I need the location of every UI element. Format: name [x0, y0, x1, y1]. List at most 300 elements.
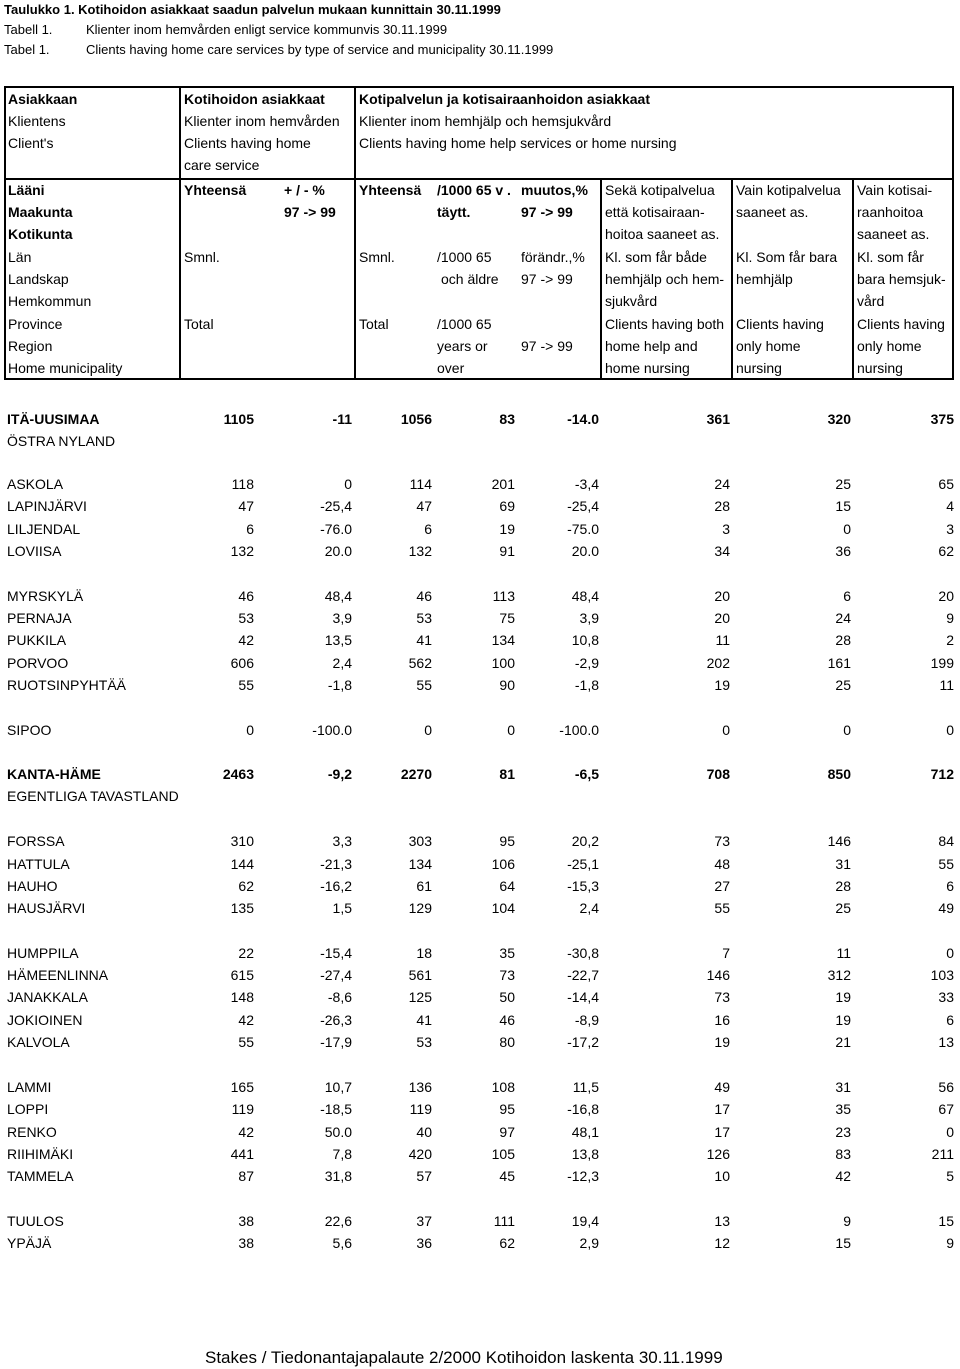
table-cell: 53: [416, 1034, 432, 1050]
col-per1000-1: täytt.: [437, 204, 471, 220]
table-cell: 134: [408, 856, 432, 872]
table-cell: 48,4: [324, 588, 352, 604]
table-cell: 6: [424, 521, 432, 537]
table-cell: 91: [499, 543, 515, 559]
col-vainkoti-1: saaneet as.: [736, 204, 809, 220]
table-cell: 20: [714, 610, 730, 626]
table-cell: 55: [238, 677, 254, 693]
col-per1000-4: och äldre: [441, 271, 499, 287]
table-cell: 6: [946, 878, 954, 894]
municipality-name: RUOTSINPYHTÄÄ: [7, 677, 127, 693]
table-cell: -75.0: [567, 521, 599, 537]
header-frame: [4, 86, 954, 380]
municipality-name: PORVOO: [7, 655, 69, 671]
table-cell: 48,4: [571, 588, 599, 604]
table-cell: 104: [491, 900, 515, 916]
table-row: [0, 1167, 960, 1185]
col-per1000-6: /1000 65: [437, 316, 492, 332]
table-cell: -76.0: [320, 521, 352, 537]
table-cell: 144: [230, 856, 254, 872]
table-cell: 47: [416, 498, 432, 514]
table-cell: 0: [424, 722, 432, 738]
table-cell: 34: [714, 543, 730, 559]
table-cell: 20,2: [571, 833, 599, 849]
table-cell: 0: [246, 722, 254, 738]
table-cell: 113: [492, 588, 515, 604]
table-cell: 125: [408, 989, 432, 1005]
table-cell: 11: [939, 677, 954, 693]
municipality-name: HÄMEENLINNA: [7, 967, 109, 983]
table-cell: -25,1: [567, 856, 599, 872]
table-cell: -8,6: [327, 989, 352, 1005]
municipality-name: KALVOLA: [7, 1034, 70, 1050]
table-cell: 0: [946, 1124, 954, 1140]
table-cell: -3,4: [574, 476, 599, 492]
table-cell: 0: [843, 722, 851, 738]
table-cell: 2270: [400, 766, 432, 782]
table-cell: 148: [230, 989, 254, 1005]
table-cell: 46: [238, 588, 254, 604]
table-cell: 6: [946, 1012, 954, 1028]
table-cell: -30,8: [567, 945, 599, 961]
table-cell: -1,8: [574, 677, 599, 693]
table-row: [0, 944, 960, 962]
col-seka-5: sjukvård: [605, 293, 658, 309]
header-klienter-hem: Klienter inom hemvården: [184, 113, 340, 129]
table-cell: -6,5: [574, 766, 599, 782]
table-cell: 199: [930, 655, 954, 671]
table-cell: 11: [715, 632, 730, 648]
col-vainkoti-6: Clients having: [736, 316, 824, 332]
table-cell: 606: [230, 655, 254, 671]
col-yhteensa-2: Yhteensä: [359, 182, 422, 198]
table-cell: 73: [499, 967, 515, 983]
table-cell: 25: [835, 677, 851, 693]
table-cell: 31: [835, 1079, 851, 1095]
table-cell: 55: [938, 856, 954, 872]
table-cell: 126: [706, 1146, 730, 1162]
table-cell: 310: [230, 833, 254, 849]
table-cell: 84: [938, 833, 954, 849]
table-cell: 87: [238, 1168, 254, 1184]
col-vainsair-0: Vain kotisai-: [857, 182, 933, 198]
table-cell: 97: [499, 1124, 515, 1140]
table-cell: -100.0: [312, 722, 352, 738]
header-clients-having-home: Clients having home: [184, 135, 311, 151]
table-cell: 35: [835, 1101, 851, 1117]
table-cell: 27: [714, 878, 730, 894]
table-cell: 561: [408, 967, 432, 983]
region-subname: EGENTLIGA TAVASTLAND: [7, 788, 179, 804]
table-cell: 11,5: [572, 1079, 599, 1095]
table-cell: 16: [714, 1012, 730, 1028]
col-per1000-7: years or: [437, 338, 488, 354]
table-row: [0, 631, 960, 649]
table-cell: 83: [835, 1146, 851, 1162]
municipality-name: LAPINJÄRVI: [7, 498, 87, 514]
table-cell: -14,4: [567, 989, 599, 1005]
table-cell: 135: [230, 900, 254, 916]
col-muutos-3: förändr.,%: [521, 249, 585, 265]
table-cell: 562: [408, 655, 432, 671]
title-en-text: Clients having home care services by type of service and municipality 30.11.1999: [86, 42, 554, 57]
col-vainkoti-3: Kl. Som får bara: [736, 249, 838, 265]
col1-landskap: Landskap: [8, 271, 69, 287]
table-cell: 10: [714, 1168, 730, 1184]
title-en-label: Tabel 1.: [4, 42, 50, 57]
table-cell: 10,7: [324, 1079, 352, 1095]
title-sv-text: Klienter inom hemvården enligt service kommunvis 30.11.1999: [86, 22, 448, 37]
col-seka-3: Kl. som får både: [605, 249, 707, 265]
table-cell: 1105: [223, 411, 254, 427]
title-sv-label: Tabell 1.: [4, 22, 53, 37]
header-klienter-hemhjalp: Klienter inom hemhjälp och hemsjukvård: [359, 113, 612, 129]
col-seka-4: hemhjälp och hem-: [605, 271, 725, 287]
col1-kotikunta: Kotikunta: [8, 226, 73, 242]
table-cell: 55: [416, 677, 432, 693]
table-row: [0, 721, 960, 739]
municipality-name: YPÄJÄ: [7, 1235, 52, 1251]
table-cell: 161: [827, 655, 851, 671]
table-cell: 312: [827, 967, 851, 983]
table-cell: 165: [230, 1079, 254, 1095]
table-cell: 28: [835, 878, 851, 894]
table-cell: -8,9: [574, 1012, 599, 1028]
table-cell: 20.0: [571, 543, 599, 559]
col-seka-6: Clients having both: [605, 316, 725, 332]
table-cell: 2,4: [579, 900, 599, 916]
table-row: [0, 1145, 960, 1163]
table-row: [0, 542, 960, 560]
table-cell: -15,4: [320, 945, 352, 961]
table-cell: -15,3: [567, 878, 599, 894]
col-muutos-1: 97 -> 99: [521, 204, 573, 220]
col-vainsair-6: Clients having: [857, 316, 945, 332]
col1-region: Region: [8, 338, 53, 354]
table-row: [0, 855, 960, 873]
table-cell: 35: [499, 945, 515, 961]
table-row: [0, 520, 960, 538]
col-per1000-0: /1000 65 v .: [437, 182, 511, 198]
table-cell: 62: [238, 878, 254, 894]
table-cell: 19: [835, 989, 851, 1005]
table-cell: 50.0: [324, 1124, 352, 1140]
table-cell: -9,2: [327, 766, 352, 782]
table-cell: 615: [230, 967, 254, 983]
table-cell: 2,4: [332, 655, 352, 671]
table-cell: 37: [416, 1213, 432, 1229]
table-cell: 134: [491, 632, 515, 648]
table-cell: 80: [499, 1034, 515, 1050]
table-cell: 47: [238, 498, 254, 514]
table-cell: 48,1: [571, 1124, 599, 1140]
table-cell: 13: [714, 1213, 730, 1229]
municipality-name: TAMMELA: [7, 1168, 74, 1184]
table-cell: 9: [843, 1213, 851, 1229]
region-subname: ÖSTRA NYLAND: [7, 433, 116, 449]
col-yhteensa-1: Yhteensä: [184, 182, 247, 198]
table-cell: -14.0: [567, 411, 599, 427]
header-clients: Client's: [8, 135, 54, 151]
table-cell: 420: [408, 1146, 432, 1162]
table-cell: -25,4: [320, 498, 352, 514]
col-vainkoti-0: Vain kotipalvelua: [736, 182, 841, 198]
table-cell: 42: [238, 1124, 254, 1140]
table-cell: 0: [344, 476, 352, 492]
municipality-name: LOPPI: [7, 1101, 49, 1117]
table-cell: 25: [835, 900, 851, 916]
table-row: [0, 1123, 960, 1141]
table-row: [0, 654, 960, 672]
table-cell: -2,9: [574, 655, 599, 671]
table-row: [0, 1011, 960, 1029]
table-cell: 38: [238, 1213, 254, 1229]
table-cell: 24: [714, 476, 730, 492]
table-cell: 19: [714, 677, 730, 693]
table-cell: 7: [722, 945, 730, 961]
header-clients-help: Clients having home help services or home nursing: [359, 135, 677, 151]
table-row: [0, 1033, 960, 1051]
table-row: [0, 676, 960, 694]
table-cell: 9: [946, 610, 954, 626]
table-row: [0, 475, 960, 493]
table-cell: 57: [416, 1168, 432, 1184]
table-cell: 6: [246, 521, 254, 537]
municipality-name: TUULOS: [7, 1213, 64, 1229]
col-muutos-7: 97 -> 99: [521, 338, 573, 354]
table-cell: 17: [714, 1101, 730, 1117]
table-cell: 375: [930, 411, 954, 427]
table-cell: 22,6: [324, 1213, 352, 1229]
table-cell: -17,9: [320, 1034, 352, 1050]
col-vainkoti-8: nursing: [736, 360, 782, 376]
table-cell: 0: [843, 521, 851, 537]
municipality-name: PERNAJA: [7, 610, 72, 626]
table-cell: -25,4: [567, 498, 599, 514]
table-cell: 136: [408, 1079, 432, 1095]
footer-text: Stakes / Tiedonantajapalaute 2/2000 Kotihoidon laskenta 30.11.1999: [205, 1348, 723, 1367]
table-cell: 3,9: [332, 610, 352, 626]
col-total-1: Total: [184, 316, 214, 332]
table-row: [0, 1078, 960, 1096]
col1-lan: Län: [8, 249, 32, 265]
header-klientens: Klientens: [8, 113, 66, 129]
col-per1000-3: /1000 65: [437, 249, 492, 265]
title-fi: Taulukko 1. Kotihoidon asiakkaat saadun palvelun mukaan kunnittain 30.11.1999: [4, 2, 501, 17]
table-cell: 20.0: [324, 543, 352, 559]
table-cell: 73: [714, 833, 730, 849]
municipality-name: JOKIOINEN: [7, 1012, 83, 1028]
table-cell: 132: [408, 543, 432, 559]
table-cell: -27,4: [320, 967, 352, 983]
table-cell: 708: [706, 766, 730, 782]
municipality-name: RIIHIMÄKI: [7, 1146, 74, 1162]
table-cell: 19: [835, 1012, 851, 1028]
table-cell: 6: [843, 588, 851, 604]
table-cell: 15: [835, 498, 851, 514]
col1-province: Province: [8, 316, 63, 332]
table-row: [0, 765, 960, 783]
municipality-name: ITÄ-UUSIMAA: [7, 411, 100, 427]
table-cell: 0: [722, 722, 730, 738]
col-divider-3: [600, 178, 602, 380]
table-cell: 3: [946, 521, 954, 537]
table-cell: 146: [706, 967, 730, 983]
title-sv: [4, 22, 447, 37]
col-divider-2: [354, 86, 356, 380]
table-cell: 95: [499, 833, 515, 849]
col-smnl-2: Smnl.: [359, 249, 395, 265]
table-cell: 17: [714, 1124, 730, 1140]
table-cell: 712: [930, 766, 954, 782]
table-cell: -16,8: [567, 1101, 599, 1117]
header-kotihoidon: Kotihoidon asiakkaat: [184, 91, 325, 107]
table-cell: 46: [499, 1012, 515, 1028]
table-cell: 48: [714, 856, 730, 872]
table-cell: 0: [946, 722, 954, 738]
table-cell: 40: [416, 1124, 432, 1140]
table-cell: 41: [416, 1012, 432, 1028]
municipality-name: HAUSJÄRVI: [7, 900, 86, 916]
municipality-name: FORSSA: [7, 833, 65, 849]
col-vainsair-2: saaneet as.: [857, 226, 930, 242]
table-cell: 105: [491, 1146, 515, 1162]
col-per1000-8: over: [437, 360, 465, 376]
table-cell: 201: [491, 476, 515, 492]
table-cell: 108: [491, 1079, 515, 1095]
table-cell: -22,7: [567, 967, 599, 983]
col-vainkoti-7: only home: [736, 338, 801, 354]
table-cell: 61: [416, 878, 432, 894]
table-cell: 55: [714, 900, 730, 916]
col-muutos-4: 97 -> 99: [521, 271, 573, 287]
header-asiakkaan: Asiakkaan: [8, 91, 78, 107]
table-cell: 361: [706, 411, 730, 427]
table-cell: 3: [722, 521, 730, 537]
table-row: [0, 497, 960, 515]
col-divider-5: [852, 178, 854, 380]
table-cell: -12,3: [567, 1168, 599, 1184]
table-cell: 28: [835, 632, 851, 648]
municipality-name: LAMMI: [7, 1079, 52, 1095]
col-seka-1: että kotisairaan-: [605, 204, 705, 220]
municipality-name: MYRSKYLÄ: [7, 588, 84, 604]
table-cell: 0: [507, 722, 515, 738]
title-en: [4, 42, 553, 57]
table-cell: 13,8: [571, 1146, 599, 1162]
table-cell: -16,2: [320, 878, 352, 894]
header-care-service: care service: [184, 157, 260, 173]
table-cell: 3,9: [579, 610, 599, 626]
table-cell: 5,6: [332, 1235, 352, 1251]
municipality-name: HAUHO: [7, 878, 58, 894]
table-cell: 21: [835, 1034, 851, 1050]
table-cell: 20: [938, 588, 954, 604]
table-cell: 103: [930, 967, 954, 983]
table-cell: -11: [332, 411, 352, 427]
table-row: [0, 877, 960, 895]
table-cell: 9: [946, 1235, 954, 1251]
col-vainsair-5: vård: [857, 293, 885, 309]
table-cell: 81: [499, 766, 515, 782]
table-cell: 5: [946, 1168, 954, 1184]
col-vainsair-8: nursing: [857, 360, 903, 376]
table-cell: 62: [499, 1235, 515, 1251]
table-cell: 23: [835, 1124, 851, 1140]
table-cell: 42: [238, 632, 254, 648]
table-cell: 119: [231, 1101, 254, 1117]
col-vainsair-4: bara hemsjuk-: [857, 271, 946, 287]
table-cell: 42: [835, 1168, 851, 1184]
table-cell: 3,3: [332, 833, 352, 849]
col-vainsair-3: Kl. som får: [857, 249, 924, 265]
table-cell: 4: [946, 498, 954, 514]
table-cell: 118: [231, 476, 254, 492]
table-cell: -1,8: [327, 677, 352, 693]
table-cell: 24: [835, 610, 851, 626]
col-divider-1: [179, 86, 181, 380]
table-cell: 11: [836, 945, 851, 961]
table-cell: 75: [499, 610, 515, 626]
header-kotipalvelun: Kotipalvelun ja kotisairaanhoidon asiakkaat: [359, 91, 650, 107]
col-seka-8: home nursing: [605, 360, 690, 376]
table-cell: 19: [714, 1034, 730, 1050]
table-cell: 31,8: [324, 1168, 352, 1184]
table-cell: 31: [835, 856, 851, 872]
table-cell: 15: [938, 1213, 954, 1229]
table-cell: 100: [491, 655, 515, 671]
table-cell: -100.0: [559, 722, 599, 738]
table-row: [0, 899, 960, 917]
table-cell: 13: [938, 1034, 954, 1050]
table-cell: 95: [499, 1101, 515, 1117]
municipality-name: ASKOLA: [7, 476, 64, 492]
table-cell: 49: [938, 900, 954, 916]
table-cell: 38: [238, 1235, 254, 1251]
table-cell: 1056: [400, 411, 432, 427]
table-cell: 28: [714, 498, 730, 514]
table-cell: 50: [499, 989, 515, 1005]
col-seka-2: hoitoa saaneet as.: [605, 226, 720, 242]
table-cell: 18: [416, 945, 432, 961]
col1-maakunta: Maakunta: [8, 204, 73, 220]
table-cell: 111: [493, 1213, 515, 1229]
municipality-name: PUKKILA: [7, 632, 67, 648]
table-cell: 73: [714, 989, 730, 1005]
table-cell: 850: [827, 766, 851, 782]
table-cell: 7,8: [332, 1146, 352, 1162]
table-cell: -26,3: [320, 1012, 352, 1028]
col-seka-7: home help and: [605, 338, 698, 354]
table-cell: 2463: [222, 766, 254, 782]
col-smnl-1: Smnl.: [184, 249, 220, 265]
table-cell: 65: [938, 476, 954, 492]
table-cell: 19: [499, 521, 515, 537]
municipality-name: RENKO: [7, 1124, 57, 1140]
table-cell: 67: [938, 1101, 954, 1117]
municipality-name: LILJENDAL: [7, 521, 81, 537]
table-cell: 2,9: [579, 1235, 599, 1251]
table-cell: -21,3: [320, 856, 352, 872]
col-vainsair-1: raanhoitoa: [857, 204, 924, 220]
table-cell: 10,8: [571, 632, 599, 648]
table-row: [0, 587, 960, 605]
table-cell: 114: [409, 476, 432, 492]
col-total-2: Total: [359, 316, 389, 332]
table-cell: 42: [238, 1012, 254, 1028]
table-cell: 83: [499, 411, 515, 427]
municipality-name: HATTULA: [7, 856, 70, 872]
